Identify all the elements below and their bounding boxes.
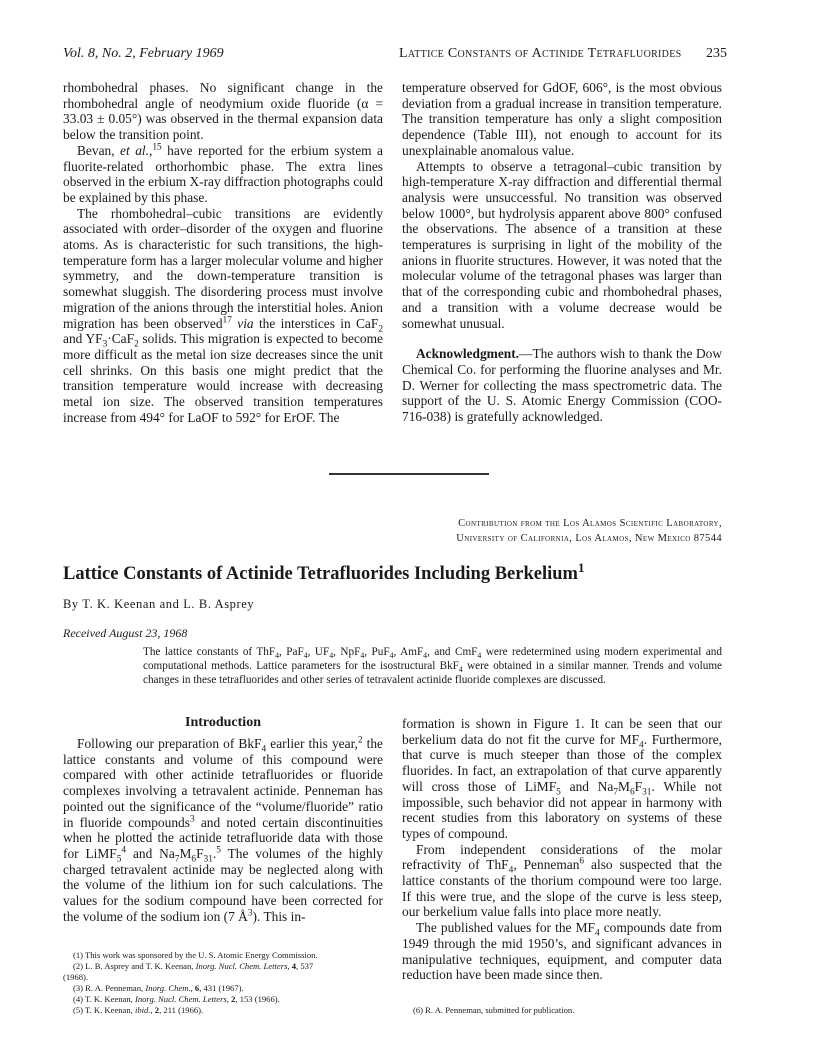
running-title: Lattice Constants of Actinide Tetrafluorides [399, 46, 682, 61]
authors: By T. K. Keenan and L. B. Asprey [63, 597, 255, 611]
footnote: (3) R. A. Penneman, Inorg. Chem., 6, 431 (1967). [73, 983, 244, 993]
footnote: (1) This work was sponsored by the U. S. Atomic Energy Commission. [73, 950, 318, 960]
paragraph: Bevan, et al.,$^{15}$ have reported for the erbium system a fluorite-related orthorhombic phase. The extra lines observed in the erbium X-ray diffraction photographs could be explained by this phase. [63, 142, 384, 205]
top-left-column [63, 80, 383, 425]
footnote: (6) R. A. Penneman, submitted for publication. [413, 1005, 575, 1015]
footnote: (4) T. K. Keenan, Inorg. Nucl. Chem. Letters, 2, 153 (1966). [73, 994, 280, 1004]
paragraph: rhombohedral phases. No significant change in the rhombohedral angle of neodymium oxide fluoride (α = 33.03 ± 0.05°) was observed in the thermal expansion data below the transition point. [63, 80, 383, 143]
top-right-column [402, 80, 722, 425]
acknowledgment-text: —The authors wish to thank the Dow Chemical Co. for performing the fluorine analyses and Mr. D. Werner for collecting the mass spectrometric data. The support of the U. S. Atomic Energy Commission (COO-716-038) is gratefully acknowledged. [402, 346, 722, 425]
paragraph: From independent considerations of the molar refractivity of ThF$_4$, Penneman$^6$ also suspected that the lattice constants of the thorium compound were too large. If this were true, and the slope of the curve is less steep, our berkelium value falls into place more neatly. [402, 841, 722, 920]
paragraph: Attempts to observe a tetragonal–cubic transition by high-temperature X-ray diffraction and differential thermal analysis were unsuccessful. No transition was observed below 1000°, but hydrolysis apparent above 800° confused the observations. The absence of a transition at these temperatures is surprising in light of the mobility of the anions in fluorite structures. However, it was noted that the molecular volume of the tetragonal phases was larger than that of the corresponding cubic and rhombohedral phases, and a transition with a volume decrease would be somewhat unusual. [402, 158, 722, 331]
acknowledgment-label: Acknowledgment. [416, 346, 520, 362]
introduction-left-column [63, 736, 383, 924]
received-date: Received August 23, 1968 [63, 626, 188, 640]
paragraph: temperature observed for GdOF, 606°, is the most obvious deviation from a gradual increase in transition temperature. The transition temperature has only a slight composition dependence (Table III), not enough to account for its unexplainable anomalous value. [402, 80, 722, 158]
contribution-line-1: Contribution from the Los Alamos Scientific Laboratory, [458, 518, 722, 529]
paragraph: formation is shown in Figure 1. It can be seen that our berkelium data do not fit the curve for $MF_4$. Furthermore, that curve is much steeper than those of the complex fluorides. In fact, an extrapolation of that curve apparently will cross those of LiMF$_5$ and $Na_7M_6F_{31}$. While not impossible, such behavior did not appear in harmony with recent studies from this laboratory on systems of these types of compound. [402, 716, 722, 841]
footnote: (2) L. B. Asprey and T. K. Keenan, Inorg. Nucl. Chem. Letters, 4, 537 [73, 961, 314, 971]
title-footnote-marker: 1 [577, 559, 585, 575]
section-heading: Introduction [185, 715, 261, 730]
contribution-line-2: University of California, Los Alamos, New Mexico 87544 [456, 533, 722, 544]
article-title: Lattice Constants of Actinide Tetrafluorides Including Berkelium$^1$ [63, 559, 585, 584]
paragraph: Following our preparation of BkF$_4$ earlier this year,$^2$ the lattice constants and volume of this compound were compared with other actinide tetrafluorides or fluoride complexes involving a tetravalent actinide. Penneman has pointed out the significance of the “volume/fluoride” ratio in fluoride compounds$^3$ and noted certain discontinuities when he plotted the actinide tetrafluoride data with those for LiMF$_5^4$ and $Na_7M_6F_{31}.^5$ The volumes of the highly charged tetravalent actinide may be neglected along with the volume of the lithium ion for such calculations. The values for the sodium compound have been corrected for the volume of the sodium ion (7 $Å^3$). This in- [63, 735, 383, 924]
footnote: (5) T. K. Keenan, ibid., 2, 211 (1966). [73, 1005, 204, 1015]
abstract: The lattice constants of ThF$_4$, PaF$_4$, $UF_4$, NpF$_4$, PuF$_4$, AmF$_4$, and CmF$_4$ were redetermined using modern experimental and computational methods. Lattice parameters for the isostructural BkF$_4$ were obtained in a similar manner. Trends and volume changes in these tetrafluorides and other series of tetravalent actinide fluoride complexes are discussed. [143, 646, 722, 686]
journal-issue: Vol. 8, No. 2, February 1969 [63, 46, 224, 61]
introduction-right-column [402, 716, 722, 983]
paragraph: The rhombohedral–cubic transitions are evidently associated with order–disorder of the oxygen and fluorine atoms. As is characteristic for such transitions, the high-temperature form has a larger molecular volume and higher symmetry, and the down-temperature transition is somewhat sluggish. The disordering process must involve migration of the anions through the interstitial holes. Anion migration has been observed$^{17}$ via the interstices in CaF$_2$ and $YF_3\cdot CaF_2$ solids. This migration is expected to become more difficult as the metal ion size decreases since the unit cell shrinks. On this basis one might predict that the transition temperature would increase with decreasing metal ion size. The observed transition temperatures increase from 494° for LaOF to 592° for ErOF. The [63, 205, 384, 425]
section-divider [329, 473, 489, 475]
acknowledgment [402, 346, 722, 425]
page-number: 235 [706, 46, 727, 61]
footnote: (1968). [63, 972, 89, 982]
footnotes [63, 950, 383, 1016]
paragraph: The published values for the $MF_4$ compounds date from 1949 through the mid 1950’s, and significant advances in manipulative techniques, equipment, and computer data reduction have been made since then. [402, 920, 722, 983]
